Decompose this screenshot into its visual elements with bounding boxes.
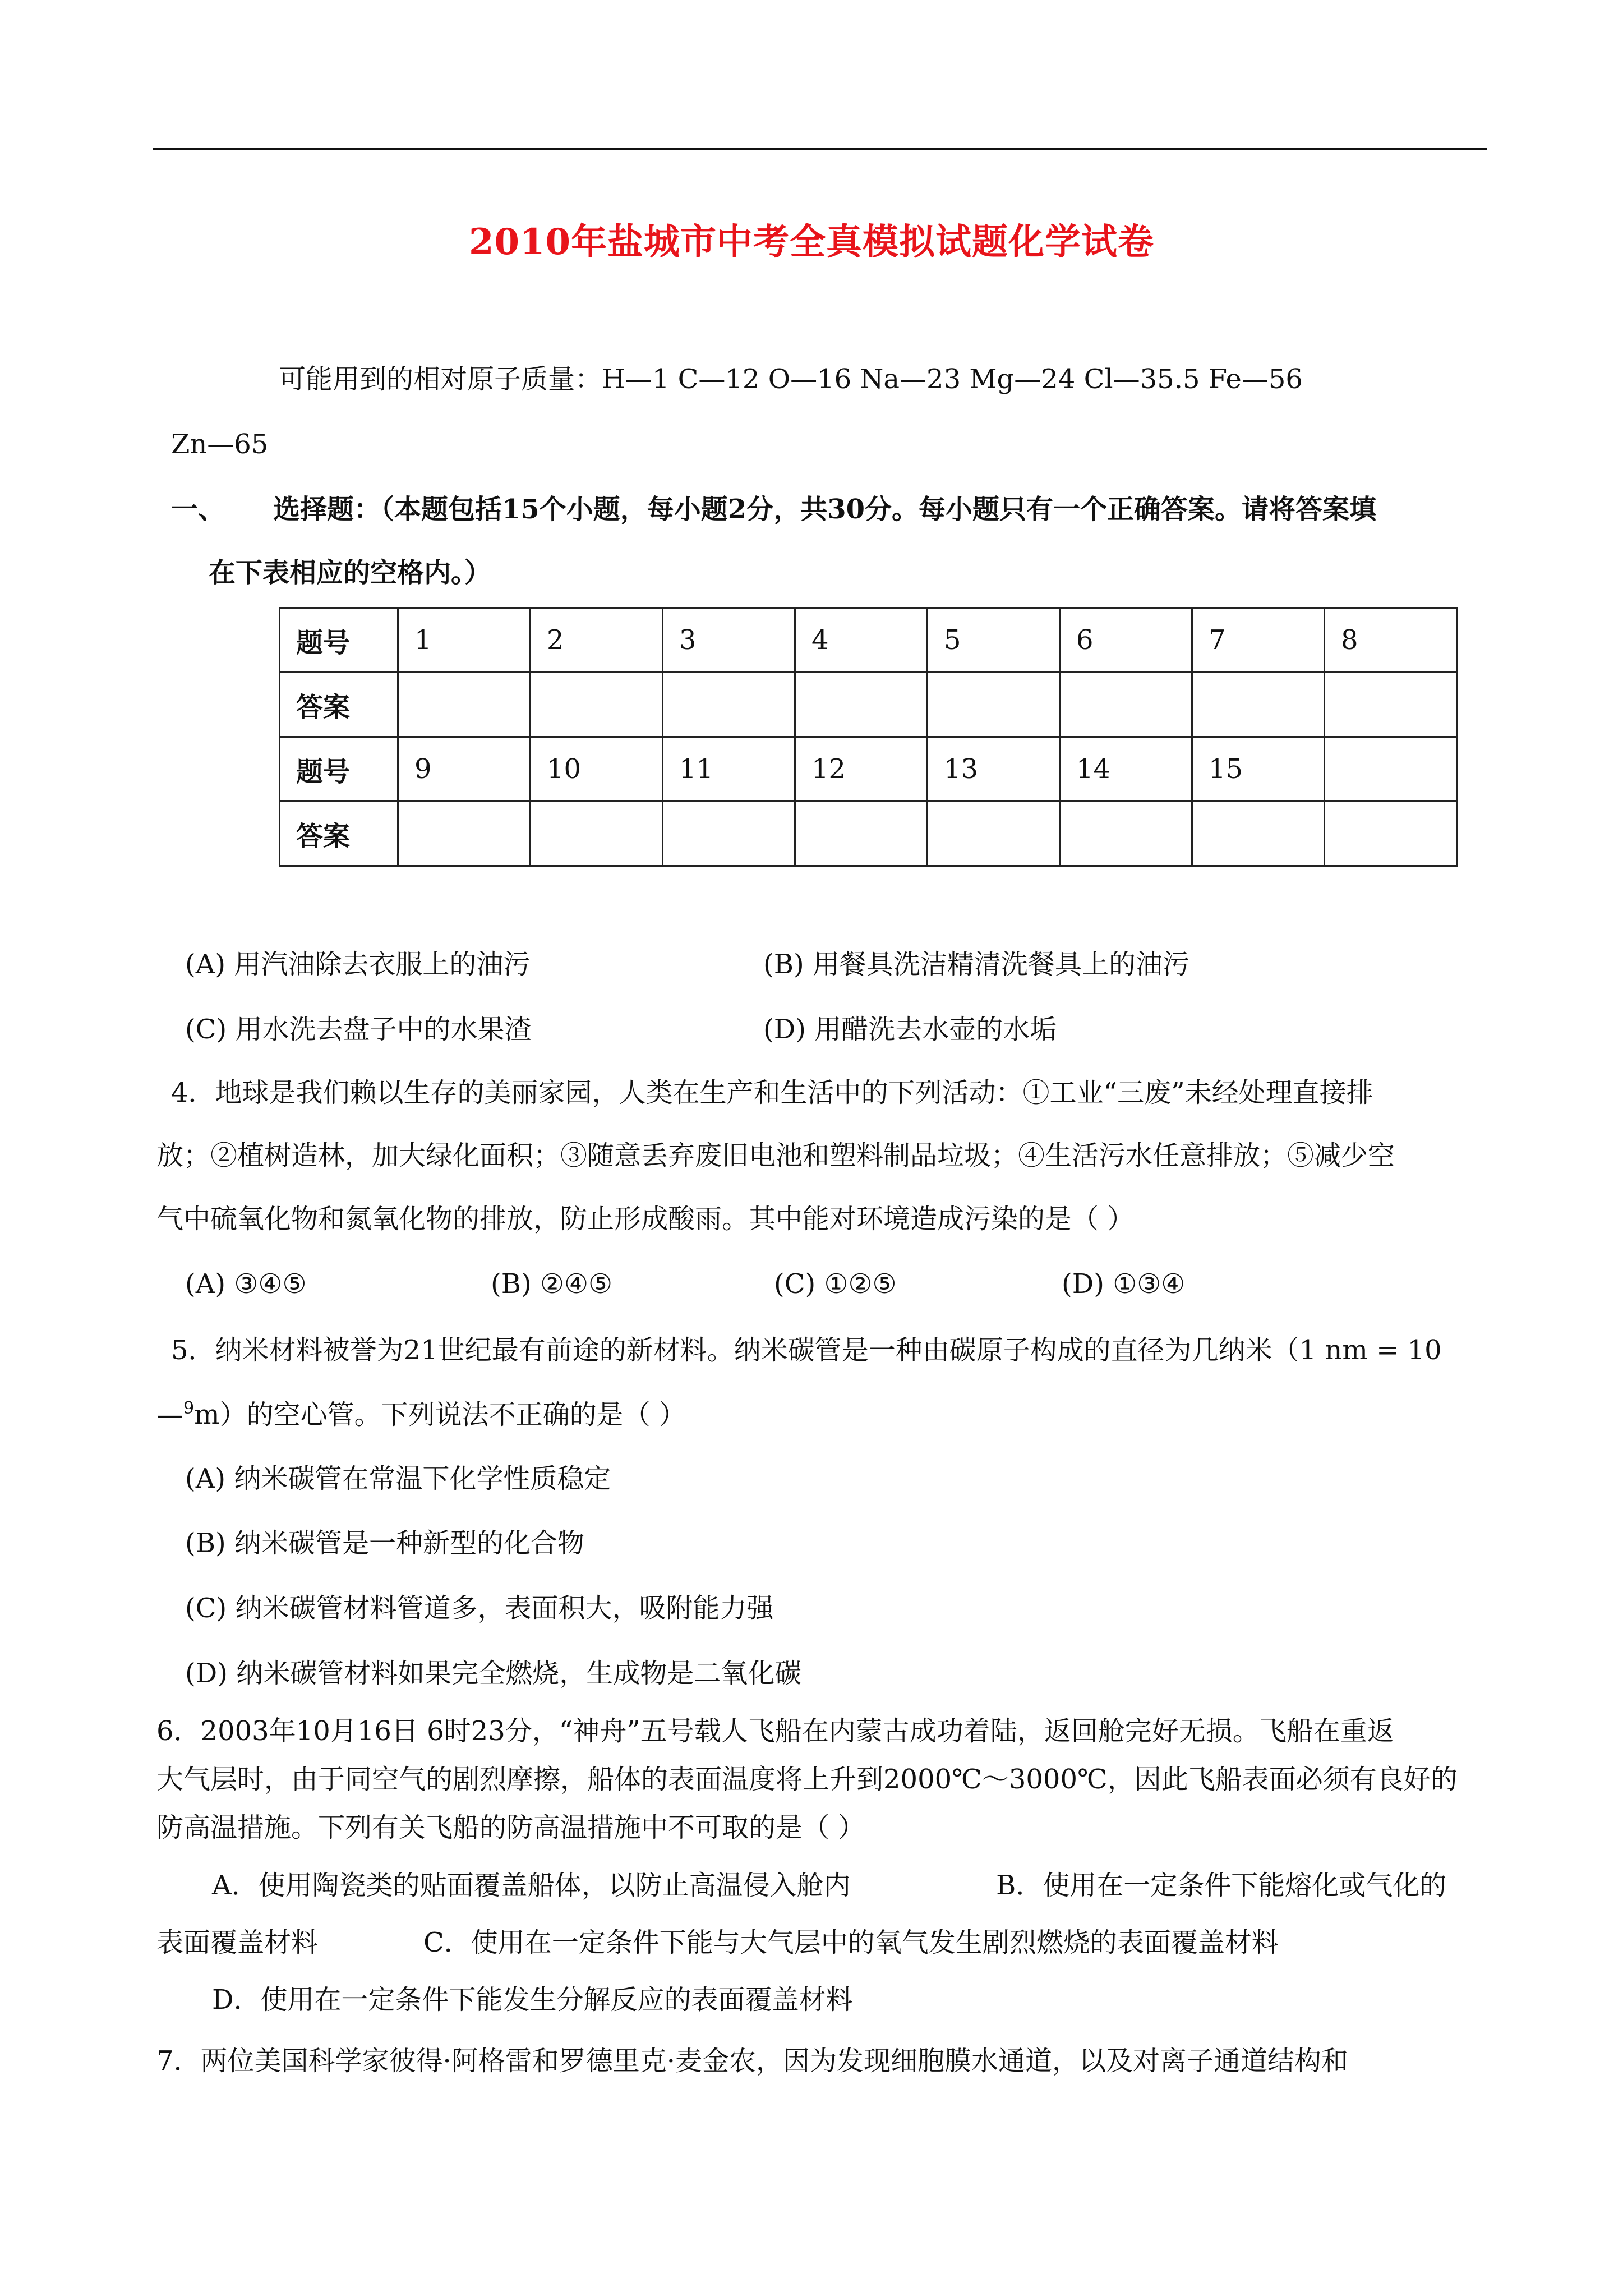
answer-cell[interactable]: [928, 802, 1060, 866]
q7-line-1: 7．两位美国科学家彼得·阿格雷和罗德里克·麦金农，因为发现细胞膜水通道，以及对离子通道结构和: [156, 2045, 1349, 2077]
table-cell: [1325, 737, 1457, 802]
table-cell: 10: [531, 737, 663, 802]
q5-option-c: (C) 纳米碳管材料管道多，表面积大，吸附能力强: [185, 1593, 774, 1624]
q4-line-1: 4．地球是我们赖以生存的美丽家园，人类在生产和生活中的下列活动：①工业“三废”未经处理直接排: [171, 1077, 1373, 1108]
q6-line-1: 6．2003年10月16日 6时23分，“神舟”五号载人飞船在内蒙古成功着陆，返回舱完好无损。飞船在重返: [156, 1715, 1394, 1747]
q3-option-a: (A) 用汽油除去衣服上的油污: [185, 949, 531, 980]
q6-line-2: 大气层时，由于同空气的剧烈摩擦，船体的表面温度将上升到2000℃～3000℃，因此飞船表面必须有良好的: [156, 1764, 1458, 1795]
q5-exponent: 9: [183, 1398, 195, 1418]
q6-line-3: 防高温措施。下列有关飞船的防高温措施中不可取的是（ ）: [156, 1812, 865, 1843]
table-cell: 11: [663, 737, 795, 802]
q5-option-d: (D) 纳米碳管材料如果完全燃烧，生成物是二氧化碳: [185, 1658, 802, 1689]
q3-option-d: (D) 用醋洗去水壶的水垢: [763, 1014, 1057, 1045]
table-cell: 14: [1060, 737, 1192, 802]
q6-option-c: C．使用在一定条件下能与大气层中的氧气发生剧烈燃烧的表面覆盖材料: [423, 1927, 1279, 1958]
table-cell: 2: [531, 608, 663, 673]
q4-option-d: (D) ①③④: [1062, 1268, 1186, 1300]
q6-option-b-1: B．使用在一定条件下能熔化或气化的: [996, 1870, 1447, 1901]
answer-cell[interactable]: [663, 673, 795, 737]
answer-cell[interactable]: [928, 673, 1060, 737]
table-row: [280, 737, 1457, 802]
q4-line-3: 气中硫氧化物和氮氧化物的排放，防止形成酸雨。其中能对环境造成污染的是（ ）: [156, 1203, 1135, 1235]
answer-cell[interactable]: [398, 802, 531, 866]
table-cell: 题号: [280, 608, 398, 673]
answer-cell[interactable]: [795, 802, 928, 866]
q6-option-d: D．使用在一定条件下能发生分解反应的表面覆盖材料: [212, 1984, 853, 2016]
q5-option-a: (A) 纳米碳管在常温下化学性质稳定: [185, 1463, 611, 1494]
q3-option-b: (B) 用餐具洗洁精清洗餐具上的油污: [763, 949, 1189, 980]
table-cell: 答案: [280, 802, 398, 866]
q4-option-b: (B) ②④⑤: [491, 1268, 613, 1300]
answer-cell[interactable]: [1325, 673, 1457, 737]
table-cell: 9: [398, 737, 531, 802]
header-rule: [153, 148, 1487, 150]
table-cell: 15: [1192, 737, 1325, 802]
answer-cell[interactable]: [1060, 802, 1192, 866]
table-row: [280, 673, 1457, 737]
atomic-mass-line-2: Zn—65: [171, 429, 269, 460]
atomic-mass-line-1: 可能用到的相对原子质量：H—1 C—12 O—16 Na—23 Mg—24 Cl—35.5 Fe—56: [279, 364, 1303, 395]
q5-dash: —: [156, 1399, 183, 1430]
answer-cell[interactable]: [1325, 802, 1457, 866]
q4-option-c: (C) ①②⑤: [774, 1268, 897, 1300]
table-cell: 1: [398, 608, 531, 673]
answer-cell[interactable]: [795, 673, 928, 737]
answer-cell[interactable]: [1192, 673, 1325, 737]
answer-cell[interactable]: [531, 673, 663, 737]
table-cell: 5: [928, 608, 1060, 673]
table-cell: 答案: [280, 673, 398, 737]
q3-option-c: (C) 用水洗去盘子中的水果渣: [185, 1014, 532, 1045]
answer-table: [279, 607, 1458, 867]
table-cell: 3: [663, 608, 795, 673]
q6-option-b-2: 表面覆盖材料: [156, 1927, 319, 1958]
q6-option-a: A．使用陶瓷类的贴面覆盖船体，以防止高温侵入舱内: [212, 1870, 851, 1901]
section-heading-line-2: 在下表相应的空格内。）: [209, 557, 492, 588]
answer-cell[interactable]: [1192, 802, 1325, 866]
q5-line-1: 5．纳米材料被誉为21世纪最有前途的新材料。纳米碳管是一种由碳原子构成的直径为几纳米（1 nm = 10: [171, 1335, 1442, 1366]
table-cell: 题号: [280, 737, 398, 802]
q5-line-2: [156, 1400, 686, 1428]
answer-cell[interactable]: [1060, 673, 1192, 737]
section-number: 一、: [171, 494, 225, 525]
table-cell: 7: [1192, 608, 1325, 673]
table-cell: 13: [928, 737, 1060, 802]
table-row: [280, 608, 1457, 673]
q5-line-2-text: m）的空心管。下列说法不正确的是（ ）: [194, 1399, 686, 1430]
q5-option-b: (B) 纳米碳管是一种新型的化合物: [185, 1527, 584, 1559]
table-cell: 12: [795, 737, 928, 802]
table-cell: 6: [1060, 608, 1192, 673]
page-title: 2010年盐城市中考全真模拟试题化学试卷: [468, 221, 1155, 263]
q4-option-a: (A) ③④⑤: [185, 1268, 307, 1300]
answer-cell[interactable]: [398, 673, 531, 737]
answer-cell[interactable]: [663, 802, 795, 866]
table-row: [280, 802, 1457, 866]
q4-line-2: 放；②植树造林，加大绿化面积；③随意丢弃废旧电池和塑料制品垃圾；④生活污水任意排放；⑤减少空: [156, 1140, 1395, 1171]
answer-cell[interactable]: [531, 802, 663, 866]
table-cell: 4: [795, 608, 928, 673]
section-heading-line-1: 选择题：（本题包括15个小题，每小题2分，共30分。每小题只有一个正确答案。请将答案填: [273, 494, 1376, 525]
table-cell: 8: [1325, 608, 1457, 673]
